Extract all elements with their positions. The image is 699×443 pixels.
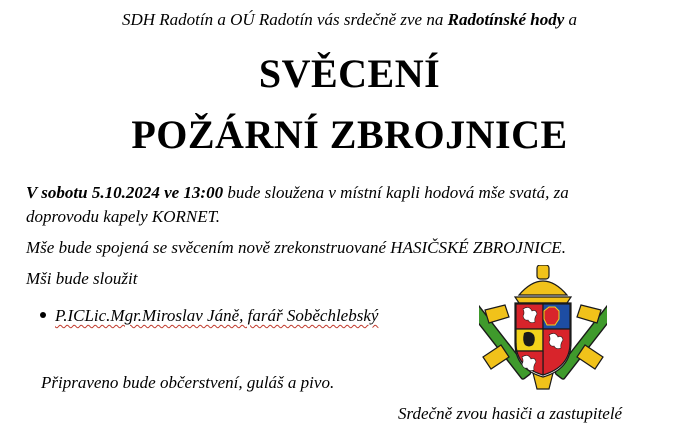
paragraph-consecration: Mše bude spojená se svěcením nově zrekonstruované HASIČSKÉ ZBROJNICE. [26,238,566,257]
paragraph-date-cont: doprovodu kapely KORNET. [26,207,221,226]
bullet-icon [40,312,46,318]
paragraph-refreshments: Připraveno bude občerstvení, guláš a pivo. [41,373,335,392]
intro-text: SDH Radotín a OÚ Radotín vás srdečně zve na [121,10,448,29]
intro-highlight: Radotínské hody [447,10,565,29]
mass-text: bude sloužena v místní kapli hodová mše svatá, za [223,183,569,202]
paragraph-date [26,183,569,203]
intro-suffix: a [564,10,578,29]
firefighter-emblem-icon [479,265,607,390]
date-time-text: V sobotu 5.10.2024 ve 13:00 [26,183,224,202]
title-line-2: POŽÁRNÍ ZBROJNICE [131,112,568,157]
officiant-name: P.ICLic.Mgr.Miroslav Jáně, farář Soběchlebský [55,306,379,325]
title-line-1: SVĚCENÍ [258,51,441,96]
paragraph-officiant-intro: Mši bude sloužit [26,269,138,288]
officiant-list-item [40,306,378,326]
signature: Srdečně zvou hasiči a zastupitelé [398,404,623,423]
invitation-intro [0,10,699,30]
